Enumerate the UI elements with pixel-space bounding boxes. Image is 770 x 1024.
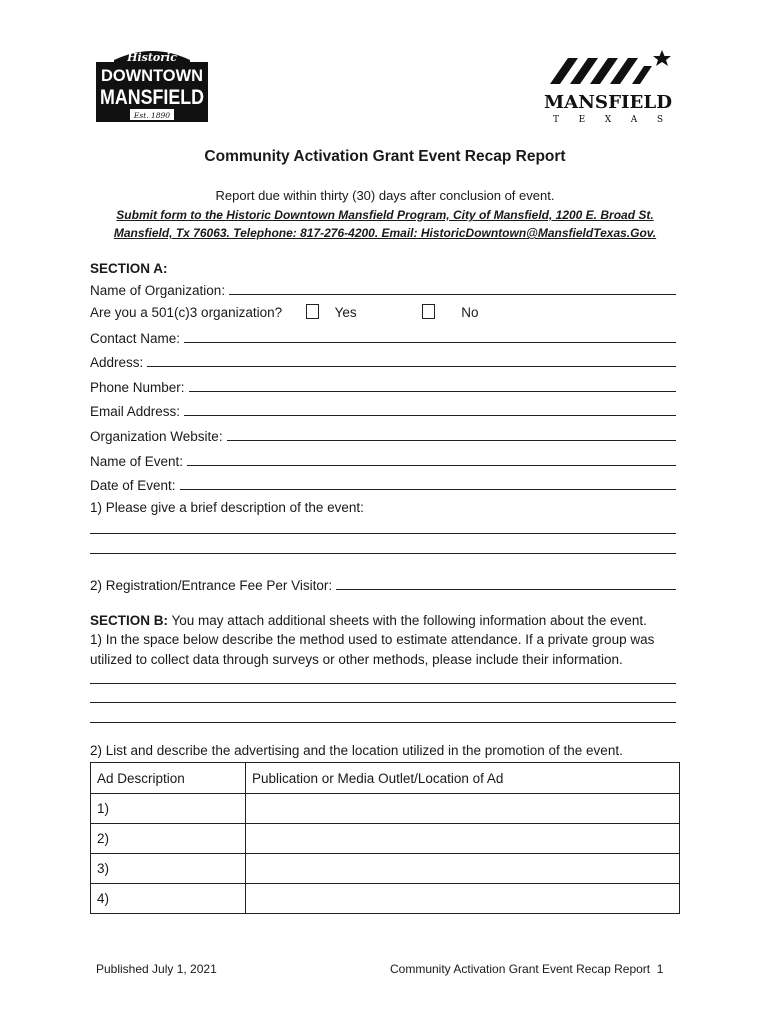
organization-name-field[interactable] (90, 281, 676, 298)
event-description-line-1[interactable] (90, 533, 676, 534)
organization-website-label: Organization Website: (90, 429, 223, 444)
contact-name-label: Contact Name: (90, 331, 181, 346)
advertising-table (90, 762, 680, 914)
media-outlet-header: Publication or Media Outlet/Location of Ad (246, 763, 680, 794)
yes-label: Yes (334, 305, 357, 320)
organization-name-input-line[interactable] (229, 281, 676, 295)
contact-name-field[interactable] (90, 329, 676, 346)
ad-row-4-description[interactable]: 4) (91, 884, 246, 914)
address-label: Address: (90, 355, 144, 370)
ad-row-2-description[interactable]: 2) (91, 824, 246, 854)
entrance-fee-label: 2) Registration/Entrance Fee Per Visitor: (90, 578, 333, 593)
submit-instructions-line-1: Submit form to the Historic Downtown Mansfield Program, City of Mansfield, 1200 E. Broad St. (116, 208, 654, 222)
table-header-row (91, 763, 680, 794)
published-date: Published July 1, 2021 (96, 962, 217, 976)
ad-row-1-description[interactable]: 1) (91, 794, 246, 824)
phone-number-label: Phone Number: (90, 380, 185, 395)
table-row (91, 794, 680, 824)
ad-row-3-outlet[interactable] (246, 854, 680, 884)
attendance-method-line-3[interactable] (90, 722, 676, 723)
logo-est-text: Est. 1890 (133, 111, 171, 120)
historic-downtown-mansfield-logo (96, 46, 208, 122)
nonprofit-question-label: Are you a 501(c)3 organization? (90, 305, 283, 320)
advertising-question: 2) List and describe the advertising and the location utilized in the promotion of the event. (90, 743, 623, 758)
event-description-question: 1) Please give a brief description of the event: (90, 500, 364, 515)
email-address-field[interactable] (90, 402, 676, 419)
ad-row-1-outlet[interactable] (246, 794, 680, 824)
footer-title (390, 962, 663, 976)
phone-number-field[interactable] (90, 378, 676, 395)
ad-row-4-outlet[interactable] (246, 884, 680, 914)
entrance-fee-field[interactable] (90, 576, 676, 593)
attendance-method-question: 1) In the space below describe the method used to estimate attendance. If a private group was utilized to collect data through surveys or other methods, please include their information. (90, 632, 655, 667)
section-b-intro (90, 611, 680, 631)
event-name-label: Name of Event: (90, 454, 184, 469)
email-address-label: Email Address: (90, 404, 181, 419)
event-date-input-line[interactable] (180, 476, 676, 490)
city-of-mansfield-logo (540, 48, 676, 124)
page-title: Community Activation Grant Event Recap Report (204, 148, 566, 165)
no-checkbox[interactable] (422, 304, 435, 319)
organization-website-input-line[interactable] (227, 427, 676, 441)
logo-state-text: T E X A S (553, 115, 663, 125)
address-input-line[interactable] (147, 353, 676, 367)
logo-city-name: MANSFIELD (544, 92, 672, 113)
yes-checkbox[interactable] (306, 304, 319, 319)
table-row (91, 884, 680, 914)
organization-name-label: Name of Organization: (90, 283, 226, 298)
event-name-field[interactable] (90, 452, 676, 469)
due-instructions: Report due within thirty (30) days after conclusion of event. (215, 188, 555, 203)
section-a-heading: SECTION A: (90, 261, 168, 276)
email-address-input-line[interactable] (184, 402, 676, 416)
ad-row-3-description[interactable]: 3) (91, 854, 246, 884)
logo-mansfield-text: MANSFIELD (100, 86, 204, 109)
section-b-heading: SECTION B: (90, 613, 169, 628)
ad-description-header: Ad Description (91, 763, 246, 794)
event-date-label: Date of Event: (90, 478, 176, 493)
table-row (91, 854, 680, 884)
footer-document-title: Community Activation Grant Event Recap Report (390, 962, 651, 976)
organization-website-field[interactable] (90, 427, 676, 444)
attendance-method-line-1[interactable] (90, 683, 676, 684)
nonprofit-question-row (90, 304, 478, 320)
address-field[interactable] (90, 353, 676, 370)
event-description-line-2[interactable] (90, 553, 676, 554)
table-row (91, 824, 680, 854)
no-label: No (461, 305, 479, 320)
contact-name-input-line[interactable] (184, 329, 676, 343)
submit-instructions-line-2: Mansfield, Tx 76063. Telephone: 817-276-4200. Email: HistoricDowntown@MansfieldTexas.Gov. (113, 226, 657, 240)
ad-row-2-outlet[interactable] (246, 824, 680, 854)
logo-downtown-text: DOWNTOWN (101, 66, 203, 85)
attendance-method-line-2[interactable] (90, 702, 676, 703)
page-number: 1 (656, 962, 664, 976)
section-b-heading-text: You may attach additional sheets with the following information about the event. (168, 613, 647, 628)
entrance-fee-input-line[interactable] (336, 576, 676, 590)
phone-number-input-line[interactable] (189, 378, 676, 392)
event-date-field[interactable] (90, 476, 676, 493)
event-name-input-line[interactable] (187, 452, 676, 466)
logo-historic-text: Historic (127, 51, 177, 64)
